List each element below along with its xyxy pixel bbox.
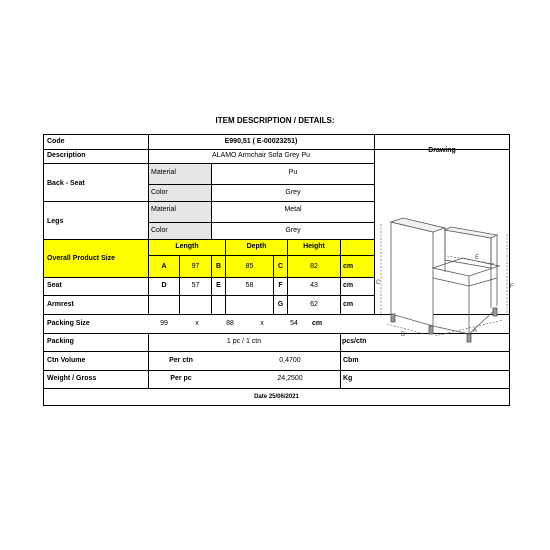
dim-c-value: 82 [288, 256, 340, 277]
depth-label: Depth [226, 240, 287, 255]
dim-c-letter: C [274, 256, 287, 277]
dim-b-value: 85 [226, 256, 273, 277]
description-label: Description [47, 152, 86, 159]
back-seat-material: Pu [288, 169, 298, 176]
dim-d-letter: D [161, 282, 167, 289]
armrest-label: Armrest [47, 301, 74, 308]
length-label: Length [149, 240, 225, 255]
dim-a-letter: A [149, 256, 179, 277]
ctn-volume-per: Per ctn [169, 357, 193, 364]
dim-b-letter: B [212, 256, 225, 277]
dim-f-letter: F [278, 282, 283, 289]
packing-size-label: Packing Size [47, 320, 90, 327]
back-seat-color: Grey [285, 189, 301, 196]
ctn-volume-label: Ctn Volume [47, 357, 86, 364]
armchair-drawing [373, 208, 518, 348]
packing-x2: x [260, 320, 264, 327]
weight-unit: Kg [343, 375, 353, 382]
description-value: ALAMO Armchair Sofa Grey Pu [211, 152, 311, 159]
drawing-letter-f: F [510, 284, 514, 290]
ctn-volume-unit: Cbm [343, 357, 359, 364]
drawing-letter-c: C [376, 280, 381, 286]
overall-size-label: Overall Product Size [44, 240, 148, 277]
legs-color: Grey [285, 227, 301, 234]
dim-g-letter: G [277, 301, 284, 308]
back-seat-color-label: Color [149, 185, 211, 201]
legs-color-label: Color [149, 223, 211, 239]
dim-g-value: 62 [310, 301, 318, 308]
packing-size-unit: cm [312, 320, 323, 327]
code-value: E990,51 ( E-00023251) [224, 138, 298, 145]
drawing-letter-e: E [475, 255, 480, 261]
armrest-unit: cm [343, 301, 354, 308]
drawing-letter-b: B [401, 332, 406, 338]
dim-e-value: 58 [245, 282, 254, 289]
ctn-volume-value: 0,4700 [279, 357, 301, 364]
date: Date 25/06/2021 [254, 394, 299, 400]
back-seat-label: Back - Seat [47, 180, 85, 187]
legs-material-label: Material [149, 202, 211, 222]
drawing-letter-a: A [473, 328, 478, 334]
packing-width: 88 [226, 320, 234, 327]
packing-unit: pcs/ctn [342, 338, 367, 345]
weight-value: 24,2500 [277, 375, 303, 382]
packing-height: 54 [290, 320, 298, 327]
legs-material: Metal [284, 206, 302, 213]
packing-label: Packing [47, 338, 74, 345]
seat-unit: cm [343, 282, 354, 289]
page-title: ITEM DESCRIPTION / DETAILS: [215, 116, 335, 125]
packing-value: 1 pc / 1 ctn [226, 338, 262, 345]
dim-f-value: 43 [310, 282, 318, 289]
dim-a-value: 97 [180, 256, 211, 277]
packing-x1: x [195, 320, 199, 327]
seat-label: Seat [47, 282, 62, 289]
height-label: Height [288, 240, 340, 255]
code-label: Code [47, 138, 65, 145]
back-seat-material-label: Material [149, 164, 211, 184]
overall-unit: cm [341, 256, 374, 277]
legs-label: Legs [47, 218, 64, 225]
packing-length: 99 [160, 320, 168, 327]
drawing-label: Drawing [428, 147, 456, 154]
weight-label: Weight / Gross [47, 375, 97, 382]
dim-e-letter: E [216, 282, 221, 289]
dim-d-value: 57 [191, 282, 200, 289]
weight-per: Per pc [170, 375, 192, 382]
